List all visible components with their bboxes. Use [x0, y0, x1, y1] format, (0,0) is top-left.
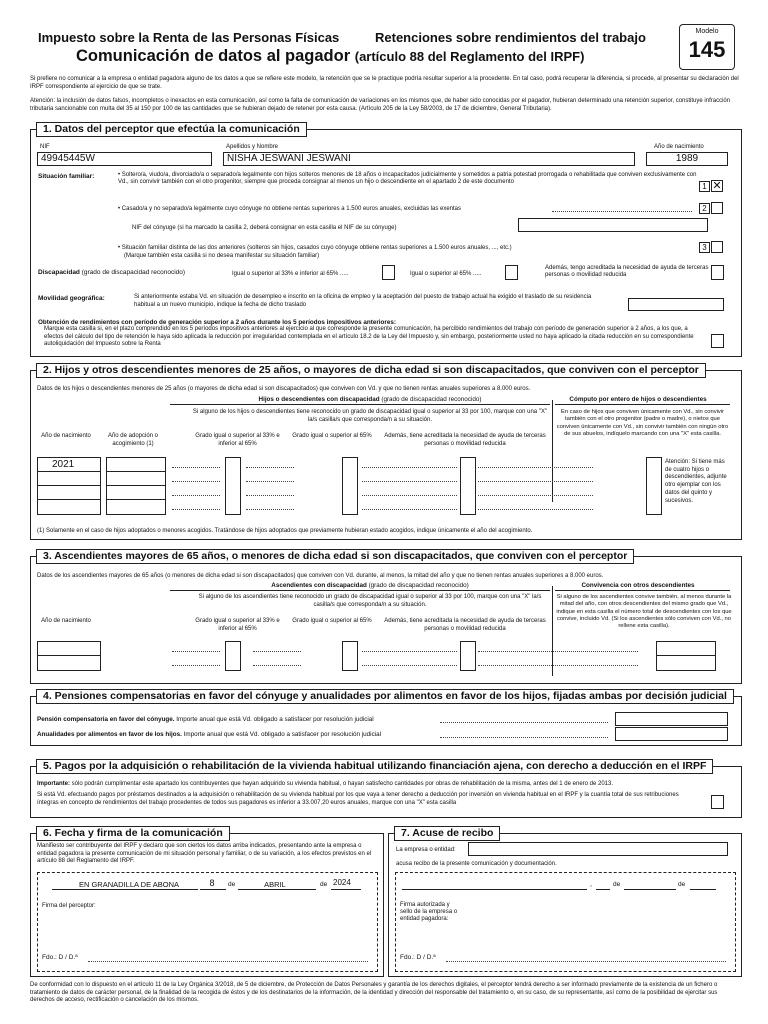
disc-65-checkbox[interactable] — [505, 265, 518, 280]
modelo-box — [679, 24, 735, 70]
s3-col-65: Grado igual o superior al 65% — [292, 618, 372, 624]
s3-ayuda-checkbox-grid[interactable] — [460, 641, 476, 671]
s3-dots-a1 — [172, 651, 220, 652]
s3-dots-d2 — [478, 665, 638, 666]
discapacidad-label: Discapacidad (grado de discapacidad reconocido) — [38, 269, 186, 276]
birth-year-label: Año de nacimiento — [654, 144, 704, 150]
s2-adop-line-1 — [106, 471, 165, 472]
s2-col-adoption: Año de adopción o acogimiento (1) — [107, 433, 159, 447]
s2-dots-a4 — [172, 509, 220, 510]
s7-empresa-label: La empresa o entidad: — [396, 847, 456, 853]
s2-row1-birth-year[interactable]: 2021 — [52, 459, 75, 470]
nif-label: NIF — [40, 144, 50, 150]
name-label: Apellidos y Nombre — [226, 144, 279, 150]
intro-text-2: Atención: la inclusión de datos falsos, incompletos o inexactos en esta comunicación, así como la falta de comunicación de variaciones en los mismos que, de haber sido conocidas por el pagador, hubieran determinado una retención superior, constituye infracción tributaria sancionable con multa del 35 al 150 por 100 de las cantidades que se hubieran dejado de retener por esta causa. (Artículo 205 de la Ley 58/2003, de 17 de diciembre, General Tributaria). — [30, 98, 731, 112]
s2-dots-b4 — [246, 509, 294, 510]
situacion-option-2-number: 2 — [699, 203, 710, 214]
situacion-option-3b: (Marque también esta casilla si no desea manifestar su situación familiar) — [124, 253, 320, 259]
s3-dots-c1 — [362, 651, 457, 652]
s6-place[interactable]: EN GRANADILLA DE ABONA — [78, 880, 180, 889]
s3-convivencia-grid[interactable] — [656, 641, 716, 671]
situacion-option-1-checkbox[interactable]: ✕ — [712, 180, 722, 192]
form-title-2: Retenciones sobre rendimientos del trabajo — [375, 30, 646, 45]
pension-compensatoria-field[interactable] — [615, 712, 728, 726]
s2-dots-b1 — [246, 467, 294, 468]
s2-footnote: (1) Solamente en el caso de hijos adoptados o menores acogidos. Tratándose de hijos adoptados que previamente hubieran estado acogidos, indique únicamente el año del acogimiento. — [37, 528, 533, 534]
s3-dots-d1 — [478, 651, 638, 652]
s2-33-checkbox-grid[interactable] — [225, 457, 241, 515]
section-4-title: 4. Pensiones compensatorias en favor del cónyuge y anualidades por alimentos en favor de los hijos, fijadas ambas por decisión judicial — [36, 689, 734, 704]
s2-col-65: Grado igual o superior al 65% — [292, 433, 372, 439]
s3-65-checkbox-grid[interactable] — [342, 641, 358, 671]
s6-firma-label: Firma del perceptor: — [42, 903, 96, 909]
s6-place-line — [52, 889, 198, 890]
s3-divider — [552, 586, 553, 676]
nif-field[interactable]: 49945445W — [37, 152, 212, 166]
disc-33-checkbox[interactable] — [382, 265, 395, 280]
form-title-1: Impuesto sobre la Renta de las Personas Físicas — [38, 30, 340, 45]
section-7-title: 7. Acuse de recibo — [394, 826, 500, 841]
s5-text: Si está Vd. efectuando pagos por préstamos destinados a la adquisición o rehabilitación de su vivienda habitual por los que vaya a tener derecho a deducción por inversión en vivienda habitual en el IRPF y la cuantía total de sus retribuciones íntegras en concepto de rendimientos del trabajo procedentes de todos sus pagadores es inferior a 33.007,20 euros anuales, marque con una "X" esta casilla — [37, 792, 679, 806]
s7-firma-label: Firma autorizada y sello de la empresa o entidad pagadora: — [400, 902, 458, 922]
situacion-option-3: • Situación familiar distinta de las dos anteriores (solteros sin hijos, casados cuyo cónyuge obtiene rentas superiores a 1.500 euros anuales, ..., etc.) — [118, 245, 512, 251]
section-2-intro: Datos de los hijos o descendientes menores de 25 años (o mayores de dicha edad si son discapacitados) que conviven con Vd. y que no tienen rentas anuales superiores a 8.000 euros. — [37, 386, 531, 392]
name-field[interactable]: NISHA JESWANI JESWANI — [223, 152, 635, 166]
s5-checkbox[interactable] — [711, 795, 724, 809]
modelo-number: 145 — [688, 37, 726, 62]
section-5-title: 5. Pagos por la adquisición o rehabilitación de la vivienda habitual utilizando financiación ajena, con derecho a deducción en el IRPF — [36, 759, 713, 774]
s2-col-33: Grado igual o superior al 33% e inferior al 65% — [195, 433, 280, 447]
disc-ayuda-label: Además, tengo acreditada la necesidad de ayuda de terceras personas o movilidad reducida — [545, 265, 709, 278]
s2-disc-desc: Si alguno de los hijos o descendientes tiene reconocido un grado de discapacidad igual o superior al 33 por 100, marque con una "X" la/s casilla/s que corresponda/n a su situación. — [192, 409, 548, 423]
spouse-nif-field[interactable] — [518, 218, 708, 232]
s6-month[interactable]: ABRIL — [264, 880, 286, 889]
s6-text: Manifiesto ser contribuyente del IRPF y declaro que son ciertos los datos arriba indicados, presentando ante la empresa o entidad pagadora la presente comunicación de mi situación personal y familiar, o de su variación, a los efectos previstos en el artículo 88 del Reglamento del IRPF. — [37, 843, 372, 864]
s2-computo-checkbox-grid[interactable] — [646, 457, 662, 515]
s4-dots-1 — [440, 722, 608, 723]
obtencion-label: Obtención de rendimientos con período de generación superior a 2 años durante los 5 períodos impositivos anteriores: — [38, 319, 396, 326]
s3-col-ayuda: Además, tiene acreditada la necesidad de ayuda de terceras personas o movilidad reducida — [384, 618, 546, 632]
s3-birth-year-grid[interactable] — [37, 641, 101, 671]
form-main-title: Comunicación de datos al pagador (artículo 88 del Reglamento del IRPF) — [76, 47, 585, 65]
s3-dots-b1 — [253, 651, 301, 652]
s2-col-birth: Año de nacimiento — [41, 433, 91, 439]
s2-dots-a2 — [172, 481, 220, 482]
movilidad-date-field[interactable] — [628, 298, 724, 311]
s2-ayuda-checkbox-grid[interactable] — [460, 457, 476, 515]
s6-fdo: Fdo.: D / D.ª — [42, 954, 78, 961]
s2-dots-d3 — [478, 495, 593, 496]
s5-importante: Importante: sólo podrán cumplimentar este apartado los contribuyentes que hayan adquirido su vivienda habitual, o hayan satisfecho cantidades por obras de rehabilitación de la misma, antes del 1 de enero de 2013. — [37, 781, 614, 787]
s2-comp-underline — [555, 404, 730, 405]
s3-conv-desc: Si alguno de los ascendientes convive también, al menos durante la mitad del año, con otros descendientes del mismo grado que Vd., indique en esta casilla el número total de descendientes con los que convive, incluido Vd. (Si los ascendientes sólo conviven con Vd., no rellene esta casilla). — [556, 594, 732, 630]
s6-month-line — [238, 889, 316, 890]
s7-year-line — [690, 889, 716, 890]
s2-dots-a3 — [172, 495, 220, 496]
s4-dots-2 — [440, 737, 608, 738]
s2-grid-line-1 — [37, 471, 100, 472]
s3-disc-header: Ascendientes con discapacidad (grado de discapacidad reconocido) — [271, 582, 469, 589]
s7-de-2: de — [678, 881, 686, 888]
s7-de-1: de — [613, 881, 621, 888]
situacion-option-2: • Casado/a y no separado/a legalmente cuyo cónyuge no obtiene rentas superiores a 1.500 euros anuales, excluidas las exentas — [118, 206, 462, 212]
footer-text: De conformidad con lo dispuesto en el artículo 11 de la Ley Orgánica 3/2018, de 5 de diciembre, de Protección de Datos Personales y garantía de los derechos digitales, el perceptor tendrá derecho a ser informado previamente de la existencia de un fichero o tratamiento de datos de carácter personal, de la finalidad de la recogida de éstos y de los destinatarios de la información, de la identidad y dirección del responsable del tratamiento o, en su caso, de su representante, así como de la posibilidad de ejercitar sus derechos de acceso, rectificación o cancelación de los mismos. — [30, 982, 718, 1003]
movilidad-label: Movilidad geográfica: — [38, 295, 105, 302]
section-3-intro: Datos de los ascendientes mayores de 65 años (o menores de dicha edad si son discapacitados) que conviven con Vd. durante, al menos, la mitad del año y que no tienen rentas anuales superiores a 8.000 euros. — [37, 573, 604, 579]
s2-disc-underline — [170, 404, 550, 405]
s3-conv-header: Convivencia con otros descendientes — [581, 582, 695, 589]
situacion-label: Situación familiar: — [38, 173, 95, 180]
s2-dots-a1 — [172, 467, 220, 468]
s2-grid-line-2 — [37, 485, 100, 486]
s6-year[interactable]: 2024 — [333, 878, 351, 887]
s2-dots-b2 — [246, 481, 294, 482]
section-1-title: 1. Datos del perceptor que efectúa la comunicación — [36, 122, 307, 137]
s3-col-33: Grado igual o superior al 33% e inferior al 65% — [195, 618, 280, 632]
s4-line-1: Pensión compensatoria en favor del cónyuge. Importe anual que está Vd. obligado a satisfacer por resolución judicial — [37, 716, 374, 723]
s4-line-2: Anualidades por alimentos en favor de los hijos. Importe anual que está Vd. obligado a satisfacer por resolución judicial — [37, 731, 382, 738]
s6-de-1: de — [228, 881, 236, 888]
section-2-title: 2. Hijos y otros descendientes menores de 25 años, o mayores de dicha edad si son discapacitados, que conviven con el perceptor — [36, 363, 706, 378]
s2-dots-d4 — [478, 509, 593, 510]
s2-divider — [552, 400, 553, 502]
s2-dots-d2 — [478, 481, 593, 482]
disc-33-label: Igual o superior al 33% e inferior al 65% ..... — [232, 271, 349, 277]
s3-conv-underline — [555, 590, 730, 591]
s2-dots-c1 — [362, 467, 457, 468]
s6-year-line — [331, 889, 361, 890]
s6-day-line — [200, 889, 226, 890]
s3-dots-b2 — [253, 665, 301, 666]
s2-comp-header: Cómputo por entero de hijos o descendientes — [569, 396, 707, 403]
obtencion-text: Marque esta casilla si, en el plazo comprendido en los 5 períodos impositivos anteriores al ejercicio al que corresponde la presente comunicación, ha percibido rendimientos del trabajo con período de generación superior a 2 años, a los que, a efectos del cálculo del tipo de retención le haya sido aplicada la reducción por irregularidad contemplada en el artículo 18.2 de la Ley del Impuesto y, sin embargo, posteriormente usted no haya aplicado la citada reducción en su correspondiente autoliquidación del Impuesto sobre la Renta — [44, 326, 694, 347]
s2-dots-c4 — [362, 509, 457, 510]
s7-empresa-field[interactable] — [468, 842, 728, 856]
situacion-option-2-checkbox[interactable] — [711, 202, 723, 214]
s3-dots-a2 — [172, 665, 220, 666]
section-3-title: 3. Ascendientes mayores de 65 años, o menores de dicha edad si son discapacitados, que conviven con el perceptor — [36, 549, 634, 564]
s3-disc-desc: Si alguno de los ascendientes tiene reconocido un grado de discapacidad igual o superior al 33 por 100, marque con una "X" la/s casilla/s que corresponda/n a su situación. — [198, 594, 542, 608]
s2-dots-b3 — [246, 495, 294, 496]
situacion-option-1: • Soltero/a, viudo/a, divorciado/a o separado/a legalmente con hijos solteros menores de 18 años o incapacitados judicialmente y sometidos a patria potestad prorrogada o rehabilitada que conviven exclusivamente con Vd., sin convivir también con el otro progenitor, siempre que proceda consignar al menos un hijo o descendiente en el apartado 2 de este documento — [118, 172, 697, 185]
s2-atencion: Atención: Si tiene más de cuatro hijos o descendientes, adjunte otro ejemplar con los datos del quinto y sucesivos. — [665, 459, 727, 504]
s3-33-checkbox-grid[interactable] — [225, 641, 241, 671]
s6-fdo-dots — [88, 961, 368, 962]
spouse-nif-label: NIF del cónyuge (si ha marcado la casilla 2, deberá consignar en esta casilla el NIF de su cónyuge) — [132, 225, 397, 231]
s2-disc-header: Hijos o descendientes con discapacidad (grado de discapacidad reconocido) — [258, 396, 482, 403]
s2-65-checkbox-grid[interactable] — [342, 457, 358, 515]
s7-fdo: Fdo.: D / D.ª — [400, 954, 436, 961]
s2-grid-line-3 — [37, 499, 100, 500]
s6-de-2: de — [320, 881, 328, 888]
situacion-option-3-number: 3 — [699, 242, 710, 253]
s7-place-line — [402, 889, 587, 890]
s2-dots-c3 — [362, 495, 457, 496]
disc-65-label: Igual o superior al 65% ..... — [410, 271, 482, 277]
s2-adop-line-3 — [106, 499, 165, 500]
movilidad-text: Si anteriormente estaba Vd. en situación de desempleo e inscrito en la oficina de empleo y la aceptación del puesto de trabajo actual ha exigido el traslado de su residencia habitual a un nuevo municipio, indique la fecha de dicho traslado — [134, 294, 592, 308]
s2-comp-desc: En caso de hijos que conviven únicamente con Vd., sin convivir también con el otro progenitor (padre o madre), o nietos que conviven únicamente con Vd., sin convivir también con ningún otro de sus abuelos, indíquelo marcando con una "X" esta casilla. — [556, 409, 729, 437]
s7-comma: , — [590, 881, 592, 888]
section-6-title: 6. Fecha y firma de la comunicación — [36, 826, 230, 841]
s7-fdo-dots — [446, 961, 726, 962]
s3-grid-line — [37, 655, 100, 656]
s3-disc-underline — [170, 590, 550, 591]
s2-adop-line-2 — [106, 485, 165, 486]
situacion-option-1-number: 1 — [699, 181, 710, 192]
situacion-option-3-checkbox[interactable] — [711, 241, 723, 253]
s6-day[interactable]: 8 — [209, 878, 215, 888]
s7-acusa: acusa recibo de la presente comunicación y documentación. — [396, 861, 557, 867]
s2-col-ayuda: Además, tiene acreditada la necesidad de ayuda de terceras personas o movilidad reducida — [384, 433, 546, 447]
anualidades-alimentos-field[interactable] — [615, 727, 728, 741]
s7-month-line — [624, 889, 676, 890]
s3-col-birth: Año de nacimiento — [41, 618, 91, 624]
intro-text-1: Si prefiere no comunicar a la empresa o entidad pagadora alguno de los datos a que se refiere este modelo, la retención que se le practique podría resultar superior a la procedente. En tal caso, podrá recuperar la diferencia, si procede, al presentar su declaración del IRPF correspondiente al ejercicio de que se trate. — [30, 76, 739, 90]
s7-day-line — [596, 889, 610, 890]
s2-dots-c2 — [362, 481, 457, 482]
s3-conv-line — [656, 655, 715, 656]
s2-adoption-grid — [106, 457, 166, 515]
modelo-label: Modelo — [695, 28, 719, 35]
s2-dots-d1 — [478, 467, 593, 468]
obtencion-checkbox[interactable] — [711, 334, 724, 348]
option-2-dots — [552, 211, 692, 212]
s3-dots-c2 — [362, 665, 457, 666]
disc-ayuda-checkbox[interactable] — [711, 265, 724, 280]
birth-year-field[interactable]: 1989 — [646, 152, 728, 166]
